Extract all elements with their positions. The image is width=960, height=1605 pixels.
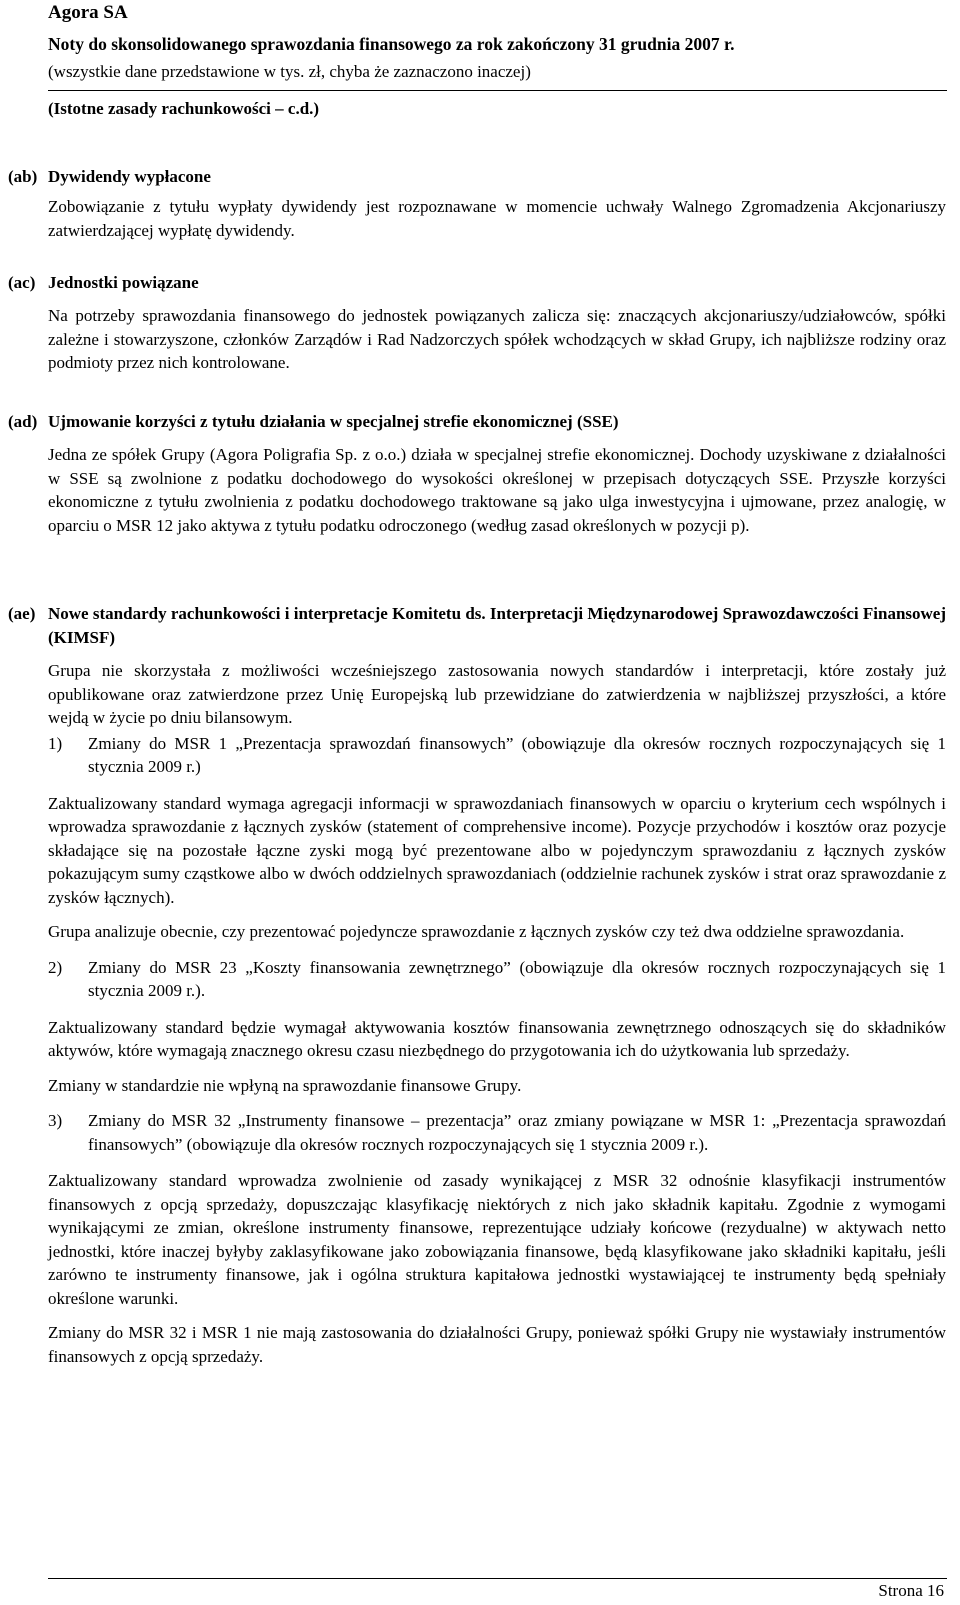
document-title: Noty do skonsolidowanego sprawozdania finansowego za rok zakończony 31 grudnia 2007 r.	[48, 34, 735, 54]
list-item-title: Zmiany do MSR 32 „Instrumenty finansowe – prezentacja” oraz zmiany powiązane w MSR 1: „Prezentacja sprawozdań finansowych” (obowiązuje dla okresów rocznych rozpoczynających się 1 stycznia 2009 r.).	[88, 1111, 946, 1154]
section-ab-label: (ab)	[8, 167, 38, 186]
section-ae-title: Nowe standardy rachunkowości i interpretacje Komitetu ds. Interpretacji Międzynarodowej Sprawozdawczości Finansowej (KIMSF)	[48, 604, 946, 647]
section-ab	[8, 165, 954, 242]
item-1-paragraph-1: Zaktualizowany standard wymaga agregacji informacji w sprawozdaniach finansowych w oparciu o kryterium cech wspólnych i wprowadza sprawozdanie z łącznych zysków (statement of comprehensive income). Pozycje przychodów i kosztów oraz pozycje składające się na pozostałe łączne zyski mogą być prezentowane albo w pojedynczym sprawozdaniu z łącznych zysków pokazującym sumy cząstkowe albo w dwóch oddzielnych sprawozdaniach (oddzielnie rachunek zysków i strat oraz sprawozdanie z zysków łącznych).	[48, 793, 946, 907]
list-item-number: 3)	[48, 1111, 63, 1130]
section-ac-heading	[8, 271, 954, 295]
item-3-paragraph-1: Zaktualizowany standard wprowadza zwolnienie od zasady wynikającej z MSR 32 odnośnie klasyfikacji instrumentów finansowych z opcją sprzedaży, dopuszczając klasyfikację niektórych z nich jako składnik kapitału. Zgodnie z wymogami wynikającymi ze zmian, określone instrumenty finansowe, reprezentujące udziały końcowe (rezydualne) w aktywach netto jednostki, które inaczej byłyby zaklasyfikowane jako zobowiązania finansowe, będą klasyfikowane jako składniki kapitału, jeśli zarówno te instrumenty finansowe, jak i ogólna struktura kapitałowa jednostki wystawiającej te instrumenty będą spełniały określone warunki.	[48, 1171, 946, 1308]
section-ae	[8, 602, 954, 1368]
item-3-paragraph-2: Zmiany do MSR 32 i MSR 1 nie mają zastosowania do działalności Grupy, ponieważ spółki Grupy nie wystawiały instrumentów finansowych z opcją sprzedaży.	[48, 1323, 946, 1366]
section-ad-title: Ujmowanie korzyści z tytułu działania w specjalnej strefie ekonomicznej (SSE)	[48, 412, 619, 431]
section-ac-label: (ac)	[8, 273, 36, 292]
section-ae-heading	[8, 602, 954, 650]
page-number: Strona 16	[878, 1581, 944, 1600]
section-ac-title: Jednostki powiązane	[48, 273, 199, 292]
section-ab-paragraph: Zobowiązanie z tytułu wypłaty dywidendy jest rozpoznawane w momencie uchwały Walnego Zgromadzenia Akcjonariuszy zatwierdzającej wypłatę dywidendy.	[48, 197, 946, 240]
section-ab-title: Dywidendy wypłacone	[48, 167, 211, 186]
item-1-paragraph-2: Grupa analizuje obecnie, czy prezentować pojedyncze sprawozdanie z łącznych zysków czy też dwa oddzielne sprawozdania.	[48, 922, 905, 941]
section-ac-paragraph: Na potrzeby sprawozdania finansowego do jednostek powiązanych zalicza się: znaczących akcjonariuszy/udziałowców, spółki zależne i stowarzyszone, członków Zarządów i Rad Nadzorczych spółek wchodzących w skład Grupy, ich najbliższe rodziny oraz podmioty przez nich kontrolowane.	[48, 306, 946, 372]
company-name: Agora SA	[48, 2, 128, 23]
section-ad-paragraph: Jedna ze spółek Grupy (Agora Poligrafia Sp. z o.o.) działa w specjalnej strefie ekonomicznej. Dochody uzyskiwane z działalności w SSE są zwolnione z podatku dochodowego do wysokości określonej w przepisach dotyczących SSE. Przyszłe korzyści ekonomiczne z tytułu zwolnienia z podatku dochodowego traktowane są jako ulga inwestycyjna i ujmowane, przez analogię, w oparciu o MSR 12 jako aktywa z tytułu podatku odroczonego (według zasad określonych w pozycji p).	[48, 445, 946, 535]
list-item-title: Zmiany do MSR 1 „Prezentacja sprawozdań finansowych” (obowiązuje dla okresów rocznych rozpoczynających się 1 stycznia 2009 r.)	[88, 733, 946, 776]
header-rule	[48, 90, 947, 91]
list-item	[48, 1109, 946, 1156]
section-ab-heading	[8, 165, 954, 189]
section-ad-heading	[8, 410, 954, 434]
section-ae-label: (ae)	[8, 604, 36, 623]
section-context: (Istotne zasady rachunkowości – c.d.)	[48, 99, 320, 118]
list-item-title: Zmiany do MSR 23 „Koszty finansowania zewnętrznego” (obowiązuje dla okresów rocznych rozpoczynających się 1 stycznia 2009 r.).	[88, 957, 946, 1000]
list-item-number: 1)	[48, 733, 63, 753]
section-ac	[8, 271, 954, 375]
item-2-paragraph-2: Zmiany w standardzie nie wpłyną na sprawozdanie finansowe Grupy.	[48, 1075, 522, 1095]
section-ae-intro: Grupa nie skorzystała z możliwości wcześniejszego zastosowania nowych standardów i interpretacji, które zostały już opublikowane oraz zatwierdzone przez Unię Europejską lub przewidziane do zatwierdzenia w najbliższej przyszłości, a które wejdą w życie po dniu bilansowym.	[48, 661, 946, 727]
list-item	[48, 732, 946, 779]
list-item	[48, 956, 946, 1003]
list-item-number: 2)	[48, 957, 63, 977]
document-page	[8, 0, 954, 1605]
item-2-paragraph-1: Zaktualizowany standard będzie wymagał aktywowania kosztów finansowania zewnętrznego odnoszących się do składników aktywów, które wymagają znacznego okresu czasu niezbędnego do przygotowania ich do użytkowania lub sprzedaży.	[48, 1017, 946, 1060]
section-ad-label: (ad)	[8, 412, 38, 431]
section-ad	[8, 410, 954, 537]
document-subtitle: (wszystkie dane przedstawione w tys. zł, chyba że zaznaczono inaczej)	[48, 62, 531, 81]
footer-rule	[48, 1578, 947, 1579]
